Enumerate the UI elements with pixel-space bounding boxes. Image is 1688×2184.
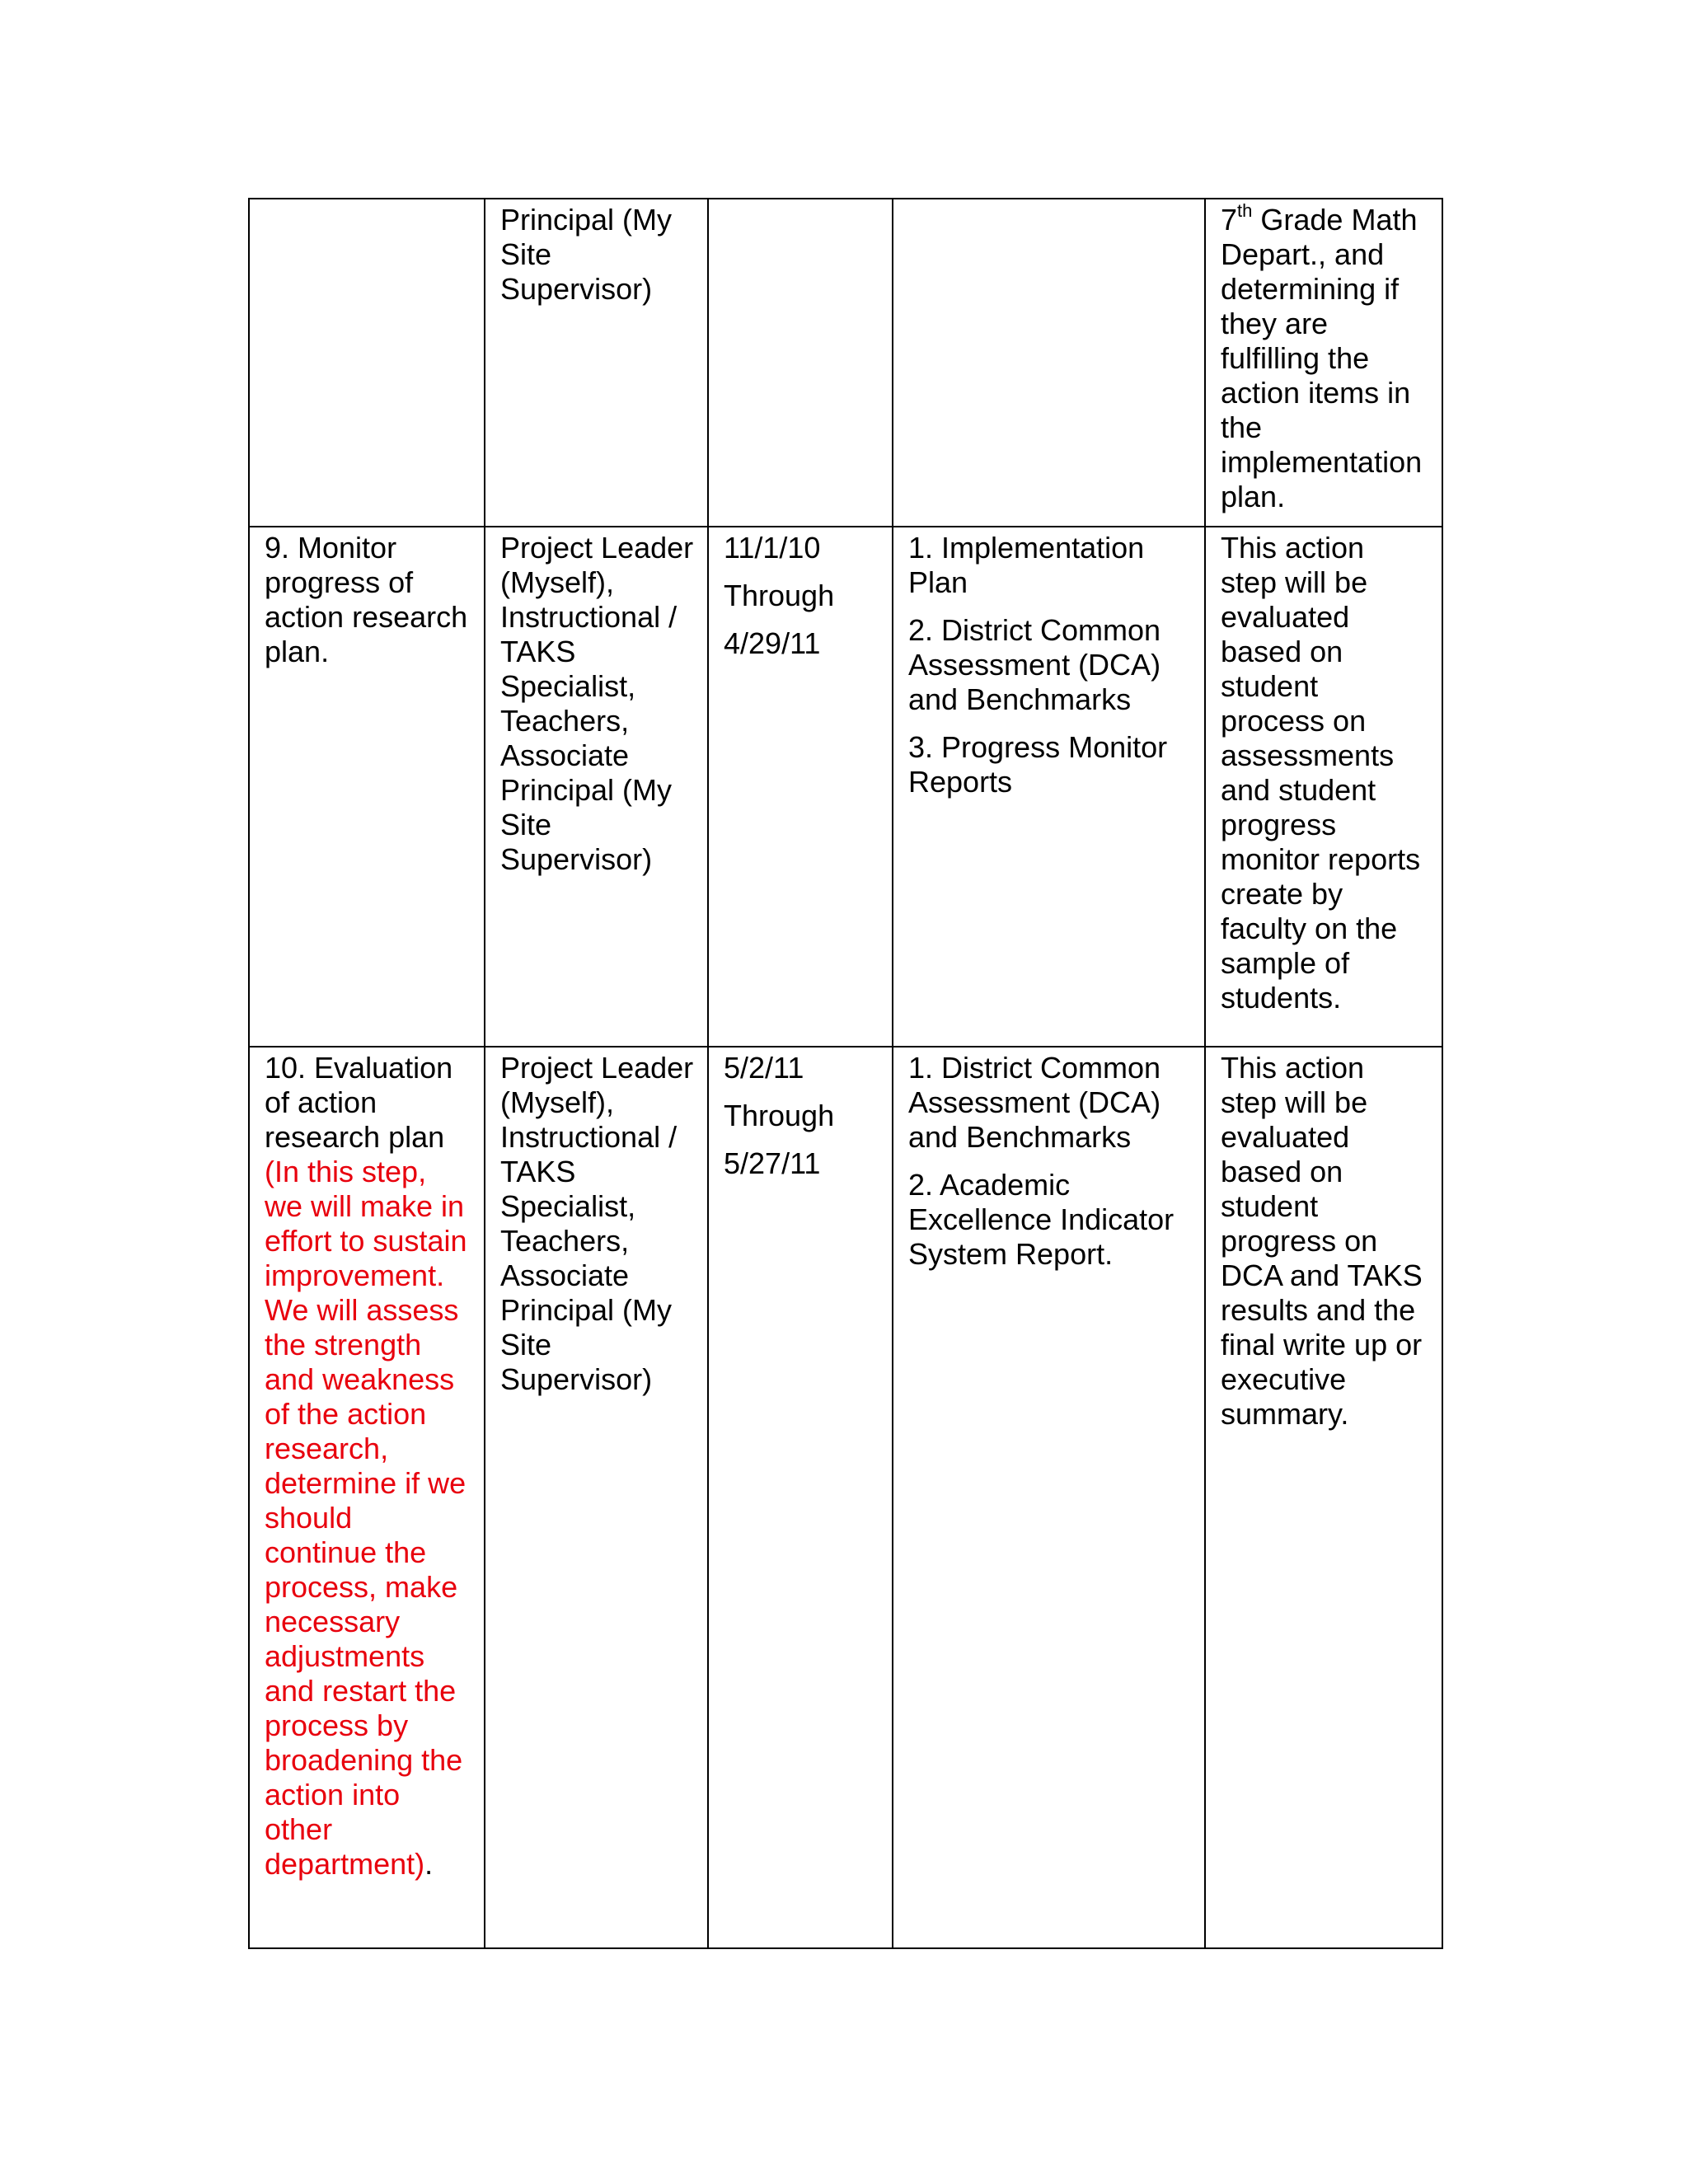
dates-cell	[708, 1047, 893, 1948]
resources-cell	[893, 527, 1205, 1047]
step-cell	[249, 1047, 485, 1948]
resources-cell	[893, 1047, 1205, 1948]
action-plan-table	[248, 198, 1443, 1949]
resource-item: 2. District Common Assessment (DCA) and Benchmarks	[908, 613, 1161, 716]
table-row	[249, 1047, 1442, 1948]
step-cell	[249, 199, 485, 527]
resource-item: 1. Implementation Plan	[908, 531, 1145, 599]
step-text: 10. Evaluation of action research plan	[265, 1051, 453, 1154]
end-date: 5/27/11	[724, 1146, 821, 1180]
evaluation-text: This action step will be evaluated based on student process on assessments and student progress monitor reports create by faculty on the sample of students.	[1221, 531, 1421, 1015]
through-label: Through	[724, 579, 835, 612]
evaluation-cell	[1205, 527, 1442, 1047]
evaluation-cell	[1205, 1047, 1442, 1948]
evaluation-text: This action step will be evaluated based on student progress on DCA and TAKS results and the final write up or executive summary.	[1221, 1051, 1423, 1431]
resource-item: 1. District Common Assessment (DCA) and Benchmarks	[908, 1051, 1161, 1154]
dates-cell	[708, 527, 893, 1047]
step-cell	[249, 527, 485, 1047]
persons-text: Principal (My Site Supervisor)	[500, 203, 673, 306]
end-date: 4/29/11	[724, 626, 821, 660]
dates-cell	[708, 199, 893, 527]
resource-item: 2. Academic Excellence Indicator System Report.	[908, 1168, 1175, 1271]
resources-cell	[893, 199, 1205, 527]
grade-number: 7	[1221, 203, 1238, 237]
step-end: .	[424, 1847, 434, 1881]
through-label: Through	[724, 1099, 835, 1132]
persons-text: Project Leader (Myself), Instructional / TAKS Specialist, Teachers, Associate Principal (My Site Supervisor)	[500, 531, 694, 876]
evaluation-text: Grade Math Depart., and determining if they are fulfilling the action items in the implementation plan.	[1221, 203, 1423, 513]
start-date: 11/1/10	[724, 531, 821, 565]
evaluation-cell	[1205, 199, 1442, 527]
table-row	[249, 527, 1442, 1047]
step-note: (In this step, we will make in effort to sustain improvement. We will assess the strength and weakness of the action research, determine if we should continue the process, make necessary adjustments and restart the process by broadening the action into other department)	[265, 1155, 467, 1881]
resource-item: 3. Progress Monitor Reports	[908, 730, 1168, 799]
table-row	[249, 199, 1442, 527]
persons-text: Project Leader (Myself), Instructional / TAKS Specialist, Teachers, Associate Principal (My Site Supervisor)	[500, 1051, 694, 1396]
persons-cell	[485, 527, 708, 1047]
ordinal-suffix: th	[1237, 200, 1253, 221]
persons-cell	[485, 199, 708, 527]
step-text: 9. Monitor progress of action research plan.	[265, 531, 468, 668]
persons-cell	[485, 1047, 708, 1948]
start-date: 5/2/11	[724, 1051, 804, 1085]
